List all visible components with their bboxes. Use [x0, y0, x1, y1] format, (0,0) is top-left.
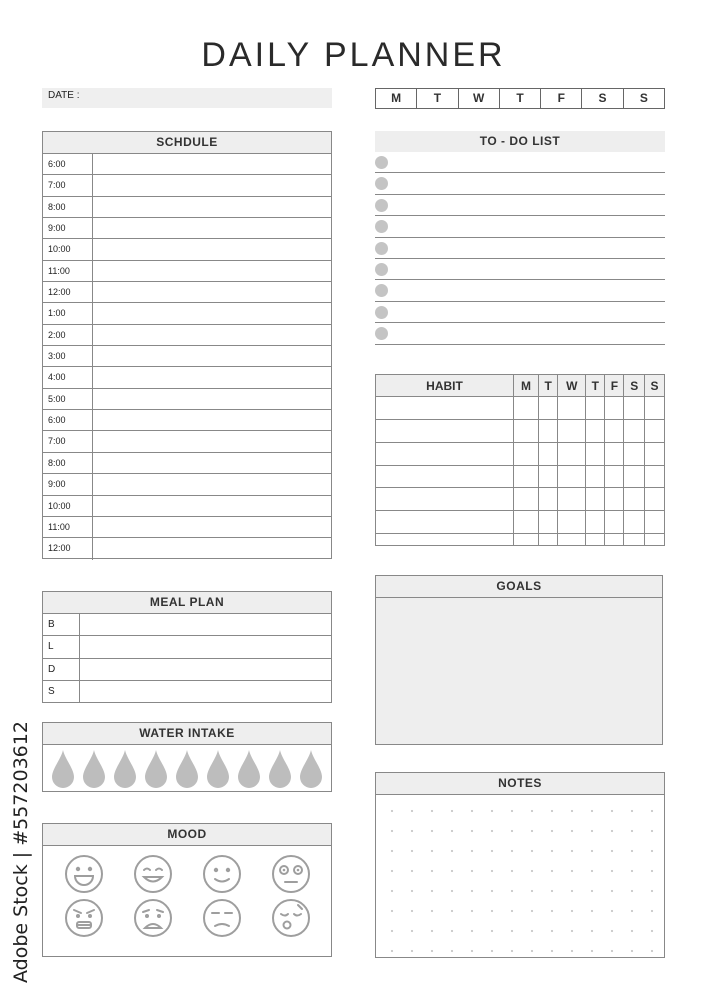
checkbox-circle-icon[interactable]: [375, 284, 388, 297]
habit-check-cell[interactable]: [624, 442, 645, 465]
week-day-4[interactable]: F: [541, 89, 582, 108]
habit-check-cell[interactable]: [624, 488, 645, 511]
todo-item[interactable]: [375, 216, 665, 237]
meal-plan-section: [42, 591, 332, 703]
todo-item[interactable]: [375, 259, 665, 280]
water-intake-title: WATER INTAKE: [43, 723, 331, 745]
meal-entry-field[interactable]: [80, 614, 331, 635]
todo-item[interactable]: [375, 323, 665, 344]
habit-check-cell[interactable]: [539, 397, 558, 420]
schedule-time: 9:00: [43, 218, 93, 238]
schedule-row: [43, 346, 331, 367]
habit-day-2: W: [558, 375, 586, 397]
habit-row: [376, 397, 664, 420]
habit-check-cell[interactable]: [558, 442, 586, 465]
checkbox-circle-icon[interactable]: [375, 220, 388, 233]
habit-day-5: S: [624, 375, 645, 397]
schedule-time: 7:00: [43, 175, 93, 195]
dot-grid: [376, 795, 664, 957]
meal-entry-field[interactable]: [80, 636, 331, 657]
habit-check-cell[interactable]: [586, 419, 605, 442]
grinning-face-icon[interactable]: [133, 854, 173, 894]
water-drop-icon[interactable]: [268, 749, 292, 789]
habit-title: HABIT: [376, 375, 514, 397]
todo-item[interactable]: [375, 280, 665, 301]
notes-section[interactable]: [375, 772, 665, 958]
checkbox-circle-icon[interactable]: [375, 177, 388, 190]
schedule-title: SCHDULE: [43, 132, 331, 154]
habit-name-field[interactable]: [376, 465, 514, 488]
schedule-time: 8:00: [43, 453, 93, 473]
schedule-time: 8:00: [43, 197, 93, 217]
habit-check-cell[interactable]: [605, 511, 624, 534]
schedule-row: [43, 431, 331, 452]
mood-option[interactable]: [187, 854, 256, 894]
schedule-row: [43, 517, 331, 538]
schedule-time: 4:00: [43, 367, 93, 387]
meal-plan-title: MEAL PLAN: [43, 592, 331, 614]
schedule-row: [43, 218, 331, 239]
habit-check-cell[interactable]: [624, 397, 645, 420]
habit-check-cell[interactable]: [644, 442, 664, 465]
week-day-2[interactable]: W: [459, 89, 500, 108]
checkbox-circle-icon[interactable]: [375, 327, 388, 340]
stock-watermark: Adobe Stock | #557203612: [10, 721, 32, 983]
schedule-entry-field[interactable]: [93, 175, 331, 195]
habit-check-cell[interactable]: [644, 488, 664, 511]
habit-check-cell[interactable]: [644, 534, 664, 545]
habit-row: [376, 442, 664, 465]
schedule-entry-field[interactable]: [93, 431, 331, 451]
schedule-row: [43, 154, 331, 175]
schedule-time: 11:00: [43, 261, 93, 281]
schedule-entry-field[interactable]: [93, 218, 331, 238]
habit-check-cell[interactable]: [605, 397, 624, 420]
schedule-entry-field[interactable]: [93, 239, 331, 259]
habit-day-1: T: [539, 375, 558, 397]
week-day-1[interactable]: T: [417, 89, 458, 108]
checkbox-circle-icon[interactable]: [375, 306, 388, 319]
habit-check-cell[interactable]: [514, 488, 539, 511]
habit-check-cell[interactable]: [586, 511, 605, 534]
habit-check-cell[interactable]: [586, 488, 605, 511]
habit-check-cell[interactable]: [624, 419, 645, 442]
unamused-face-icon[interactable]: [202, 898, 242, 938]
water-drop-icon[interactable]: [206, 749, 230, 789]
habit-check-cell[interactable]: [539, 465, 558, 488]
schedule-entry-field[interactable]: [93, 325, 331, 345]
meal-label: B: [43, 614, 80, 635]
schedule-row: [43, 239, 331, 260]
schedule-entry-field[interactable]: [93, 303, 331, 323]
checkbox-circle-icon[interactable]: [375, 199, 388, 212]
water-drop-icon[interactable]: [51, 749, 75, 789]
anxious-face-icon[interactable]: [133, 898, 173, 938]
week-day-selector: [375, 88, 665, 109]
mood-option[interactable]: [118, 898, 187, 938]
tired-face-icon[interactable]: [271, 898, 311, 938]
habit-check-cell[interactable]: [644, 397, 664, 420]
schedule-section: [42, 131, 332, 559]
schedule-entry-field[interactable]: [93, 346, 331, 366]
mood-title: MOOD: [43, 824, 331, 846]
habit-check-cell[interactable]: [605, 488, 624, 511]
water-intake-section: [42, 722, 332, 792]
todo-item[interactable]: [375, 195, 665, 216]
habit-day-3: T: [586, 375, 605, 397]
habit-day-0: M: [514, 375, 539, 397]
habit-check-cell[interactable]: [539, 488, 558, 511]
schedule-entry-field[interactable]: [93, 154, 331, 174]
todo-item[interactable]: [375, 173, 665, 194]
habit-row: [376, 465, 664, 488]
meal-entry-field[interactable]: [80, 659, 331, 680]
goals-section[interactable]: [375, 575, 663, 745]
water-drop-icon[interactable]: [144, 749, 168, 789]
notes-title: NOTES: [376, 773, 664, 795]
habit-name-field[interactable]: [376, 488, 514, 511]
meal-entry-field[interactable]: [80, 681, 331, 703]
week-day-0[interactable]: M: [376, 89, 417, 108]
schedule-row: [43, 410, 331, 431]
habit-check-cell[interactable]: [539, 534, 558, 545]
mood-option[interactable]: [118, 854, 187, 894]
schedule-time: 7:00: [43, 431, 93, 451]
week-day-5[interactable]: S: [582, 89, 623, 108]
meal-row: [43, 681, 331, 703]
checkbox-circle-icon[interactable]: [375, 156, 388, 169]
schedule-time: 6:00: [43, 154, 93, 174]
schedule-entry-field[interactable]: [93, 389, 331, 409]
schedule-time: 10:00: [43, 496, 93, 516]
habit-check-cell[interactable]: [558, 397, 586, 420]
habit-check-cell[interactable]: [539, 442, 558, 465]
mood-option[interactable]: [256, 898, 325, 938]
angry-face-icon[interactable]: [64, 898, 104, 938]
habit-row: [376, 534, 664, 545]
habit-day-4: F: [605, 375, 624, 397]
habit-check-cell[interactable]: [514, 397, 539, 420]
goals-title: GOALS: [376, 576, 662, 598]
habit-check-cell[interactable]: [605, 534, 624, 545]
habit-check-cell[interactable]: [514, 534, 539, 545]
habit-check-cell[interactable]: [586, 397, 605, 420]
schedule-row: [43, 303, 331, 324]
habit-check-cell[interactable]: [558, 511, 586, 534]
habit-check-cell[interactable]: [558, 488, 586, 511]
schedule-entry-field[interactable]: [93, 282, 331, 302]
water-drop-icon[interactable]: [175, 749, 199, 789]
habit-check-cell[interactable]: [624, 465, 645, 488]
habit-check-cell[interactable]: [558, 534, 586, 545]
habit-check-cell[interactable]: [605, 442, 624, 465]
habit-check-cell[interactable]: [514, 465, 539, 488]
habit-check-cell[interactable]: [539, 419, 558, 442]
schedule-entry-field[interactable]: [93, 197, 331, 217]
meal-label: L: [43, 636, 80, 657]
mood-section: [42, 823, 332, 957]
schedule-entry-field[interactable]: [93, 538, 331, 559]
habit-check-cell[interactable]: [586, 465, 605, 488]
habit-check-cell[interactable]: [605, 465, 624, 488]
habit-check-cell[interactable]: [558, 465, 586, 488]
smiling-face-icon[interactable]: [202, 854, 242, 894]
schedule-row: [43, 389, 331, 410]
schedule-time: 5:00: [43, 389, 93, 409]
schedule-row: [43, 261, 331, 282]
schedule-row: [43, 282, 331, 303]
schedule-time: 11:00: [43, 517, 93, 537]
date-label: DATE :: [48, 90, 80, 101]
schedule-row: [43, 453, 331, 474]
habit-check-cell[interactable]: [586, 534, 605, 545]
schedule-time: 3:00: [43, 346, 93, 366]
habit-check-cell[interactable]: [605, 419, 624, 442]
habit-check-cell[interactable]: [644, 511, 664, 534]
water-drop-icon[interactable]: [113, 749, 137, 789]
habit-check-cell[interactable]: [514, 511, 539, 534]
todo-item[interactable]: [375, 152, 665, 173]
schedule-entry-field[interactable]: [93, 453, 331, 473]
schedule-time: 10:00: [43, 239, 93, 259]
schedule-row: [43, 325, 331, 346]
habit-name-field[interactable]: [376, 397, 514, 420]
habit-check-cell[interactable]: [539, 511, 558, 534]
date-field[interactable]: [42, 88, 332, 108]
meal-label: S: [43, 681, 80, 703]
habit-row: [376, 419, 664, 442]
meal-row: [43, 636, 331, 658]
habit-row: [376, 488, 664, 511]
habit-check-cell[interactable]: [644, 419, 664, 442]
meal-row: [43, 614, 331, 636]
habit-row: [376, 511, 664, 534]
water-drop-icon[interactable]: [82, 749, 106, 789]
water-drop-icon[interactable]: [237, 749, 261, 789]
mood-option[interactable]: [187, 898, 256, 938]
schedule-time: 2:00: [43, 325, 93, 345]
habit-day-6: S: [644, 375, 664, 397]
week-day-6[interactable]: S: [639, 91, 648, 105]
habit-header-row: [376, 375, 664, 397]
todo-item[interactable]: [375, 302, 665, 323]
schedule-row: [43, 367, 331, 388]
schedule-row: [43, 538, 331, 559]
schedule-entry-field[interactable]: [93, 410, 331, 430]
schedule-time: 12:00: [43, 282, 93, 302]
schedule-row: [43, 197, 331, 218]
habit-check-cell[interactable]: [586, 442, 605, 465]
habit-section: [375, 374, 665, 546]
checkbox-circle-icon[interactable]: [375, 242, 388, 255]
habit-name-field[interactable]: [376, 534, 514, 545]
schedule-entry-field[interactable]: [93, 261, 331, 281]
schedule-time: 1:00: [43, 303, 93, 323]
schedule-time: 12:00: [43, 538, 93, 559]
schedule-row: [43, 474, 331, 495]
schedule-row: [43, 496, 331, 517]
schedule-row: [43, 175, 331, 196]
checkbox-circle-icon[interactable]: [375, 263, 388, 276]
schedule-entry-field[interactable]: [93, 496, 331, 516]
mood-option[interactable]: [256, 854, 325, 894]
habit-check-cell[interactable]: [514, 419, 539, 442]
schedule-entry-field[interactable]: [93, 517, 331, 537]
todo-item[interactable]: [375, 238, 665, 259]
meal-label: D: [43, 659, 80, 680]
habit-check-cell[interactable]: [644, 465, 664, 488]
habit-name-field[interactable]: [376, 511, 514, 534]
habit-check-cell[interactable]: [558, 419, 586, 442]
page-title: DAILY PLANNER: [201, 36, 506, 74]
todo-title: TO - DO LIST: [375, 131, 665, 152]
laughing-face-icon[interactable]: [64, 854, 104, 894]
mood-option[interactable]: [49, 898, 118, 938]
schedule-time: 6:00: [43, 410, 93, 430]
habit-check-cell[interactable]: [624, 511, 645, 534]
schedule-time: 9:00: [43, 474, 93, 494]
water-drop-icon[interactable]: [299, 749, 323, 789]
dizzy-face-icon[interactable]: [271, 854, 311, 894]
meal-row: [43, 659, 331, 681]
habit-name-field[interactable]: [376, 419, 514, 442]
schedule-entry-field[interactable]: [93, 474, 331, 494]
habit-name-field[interactable]: [376, 442, 514, 465]
todo-section: [375, 131, 665, 345]
habit-check-cell[interactable]: [624, 534, 645, 545]
habit-check-cell[interactable]: [514, 442, 539, 465]
schedule-entry-field[interactable]: [93, 367, 331, 387]
week-day-3[interactable]: T: [500, 89, 541, 108]
mood-option[interactable]: [49, 854, 118, 894]
